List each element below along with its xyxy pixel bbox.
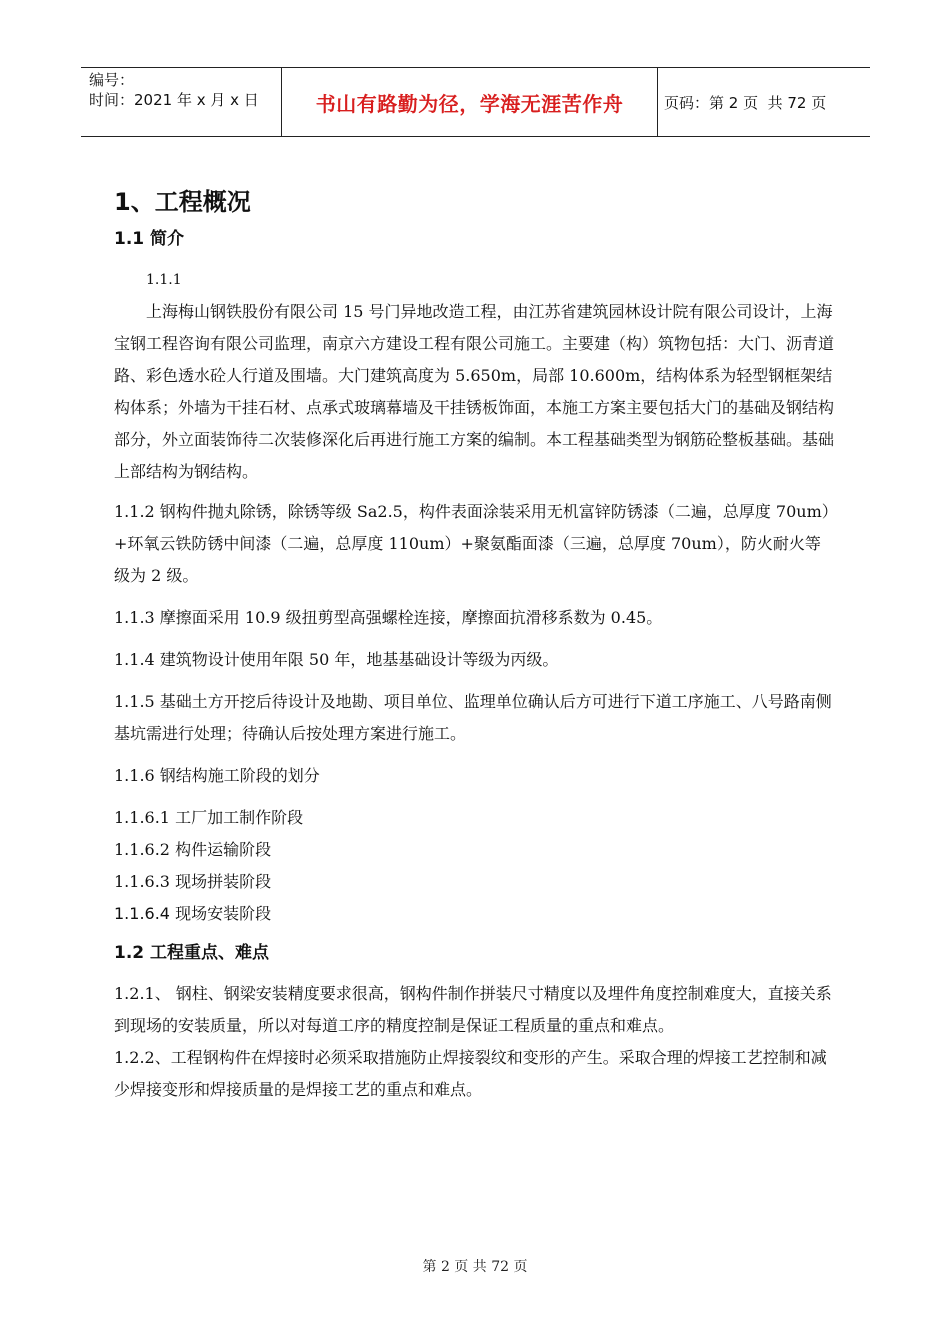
- paragraph-1-2-2: 1.2.2、工程钢构件在焊接时必须采取措施防止焊接裂纹和变形的产生。采取合理的焊接工艺控制和减少焊接变形和焊接质量的是焊接工艺的重点和难点。: [114, 1048, 827, 1099]
- header-motto: 书山有路勤为径，学海无涯苦作舟: [281, 68, 658, 136]
- paragraph-1-1-3: 1.1.3 摩擦面采用 10.9 级扭剪型高强螺栓连接，摩擦面抗滑移系数为 0.45。: [114, 608, 663, 627]
- document-date: 时间：2021 年 x 月 x 日: [89, 91, 259, 109]
- page-header: [81, 67, 870, 137]
- paragraph-1-1-6-2: 1.1.6.2 构件运输阶段: [114, 840, 272, 859]
- paragraph-1-1-2: 1.1.2 钢构件抛丸除锈，除锈等级 Sa2.5，构件表面涂装采用无机富锌防锈漆（二遍，总厚度 70um）+环氧云铁防锈中间漆（二遍，总厚度 110um）+聚氨酯面漆（三遍，总厚度 70um），防火耐火等级为 2 级。: [114, 502, 830, 585]
- document-body: [114, 180, 836, 1106]
- header-meta: [81, 68, 281, 136]
- section-heading-1: 1、工程概况: [114, 188, 251, 216]
- paragraph-1-1-6-1: 1.1.6.1 工厂加工制作阶段: [114, 808, 304, 827]
- paragraph-number-1-1-1: 1.1.1: [146, 272, 182, 288]
- paragraph-1-1-6-4: 1.1.6.4 现场安装阶段: [114, 904, 272, 923]
- paragraph-1-1-1: 上海梅山钢铁股份有限公司 15 号门异地改造工程，由江苏省建筑园林设计院有限公司设计，上海宝钢工程咨询有限公司监理，南京六方建设工程有限公司施工。主要建（构）筑物包括：大门、沥青道路、彩色透水砼人行道及围墙。大门建筑高度为 5.650m，局部 10.600m，结构体系为轻型钢框架结构体系；外墙为干挂石材、点承式玻璃幕墙及干挂锈板饰面，本施工方案主要包括大门的基础及钢结构部分，外立面装饰待二次装修深化后再进行施工方案的编制。本工程基础类型为钢筋砼整板基础。基础上部结构为钢结构。: [114, 302, 835, 481]
- subsection-heading-1-2: 1.2 工程重点、难点: [114, 943, 270, 963]
- page-footer: 第 2 页 共 72 页: [422, 1259, 528, 1275]
- page-info-text: 页码：第 2 页 共 72 页: [664, 93, 827, 112]
- paragraph-1-1-6: 1.1.6 钢结构施工阶段的划分: [114, 766, 320, 785]
- paragraph-1-1-6-3: 1.1.6.3 现场拼装阶段: [114, 872, 272, 891]
- paragraph-1-2-1: 1.2.1、 钢柱、钢梁安装精度要求很高，钢构件制作拼装尺寸精度以及埋件角度控制难度大，直接关系到现场的安装质量，所以对每道工序的精度控制是保证工程质量的重点和难点。: [114, 984, 832, 1035]
- paragraph-1-1-4: 1.1.4 建筑物设计使用年限 50 年，地基基础设计等级为丙级。: [114, 650, 559, 669]
- header-page-info: [658, 68, 870, 136]
- document-number-label: 编号：: [89, 71, 135, 89]
- subsection-heading-1-1: 1.1 简介: [114, 229, 185, 249]
- paragraph-1-1-5: 1.1.5 基础土方开挖后待设计及地勘、项目单位、监理单位确认后方可进行下道工序施工、八号路南侧基坑需进行处理；待确认后按处理方案进行施工。: [114, 692, 832, 743]
